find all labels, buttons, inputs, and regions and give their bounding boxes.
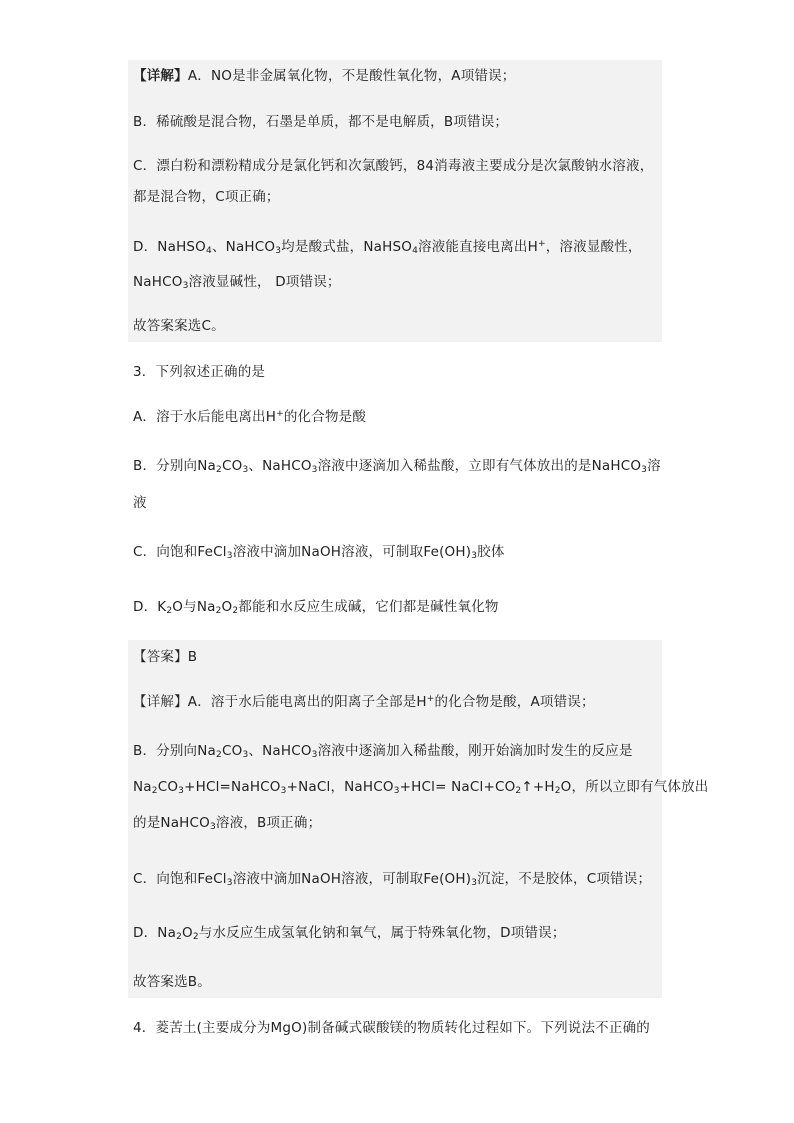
detail2-a: 【详解】A．溶于水后能电离出的阳离子全部是H+的化合物是酸，A项错误；	[133, 694, 595, 710]
detail2-d: D．$Na_2O_2$与水反应生成氢氧化钠和氧气，属于特殊氧化物，D项错误；	[133, 925, 566, 942]
detail2-c: C．向饱和FeCl$_3$溶液中滴加NaOH溶液，可制取$Fe(OH)_3$沉淀，不是胶体，C项错误；	[133, 871, 652, 888]
detail-d-2: NaHCO$_3$溶液显碱性， D项错误；	[133, 274, 341, 291]
detail-a: 【详解】A．NO是非金属氧化物，不是酸性氧化物，A项错误；	[133, 68, 516, 84]
detail-label: 【详解】	[133, 68, 188, 84]
answer-label: 【答案】B	[133, 649, 198, 665]
question-3-option-c: C．向饱和FeCl$_3$溶液中滴加NaOH溶液，可制取$Fe(OH)_3$胶体	[133, 544, 505, 561]
question-4-stem: 4．菱苦土(主要成分为MgO)制备碱式碳酸镁的物质转化过程如下。下列说法不正确的	[133, 1020, 650, 1036]
detail2-b-1: B．分别向$Na_2CO_3$、NaHCO$_3$溶液中逐滴加入稀盐酸，刚开始滴加时发生的反应是	[133, 743, 633, 760]
detail-c-1: C．漂白粉和漂粉精成分是氯化钙和次氯酸钙，84消毒液主要成分是次氯酸钠水溶液，	[133, 158, 654, 174]
question-3-stem: 3．下列叙述正确的是	[133, 364, 266, 380]
question-3-option-b-wrap: 液	[133, 495, 147, 511]
question-3-option-a: A．溶于水后能电离出H+的化合物是酸	[133, 409, 367, 425]
detail-b: B．稀硫酸是混合物，石墨是单质，都不是电解质，B项错误；	[133, 114, 509, 130]
detail2-b-2: $Na_2CO_3+HCl=NaHCO_3+NaCl$，NaHCO$_3$+HCl= $NaCl+CO_2↑+H_2O$，所以立即有气体放出	[133, 779, 709, 796]
question-3-option-b: B．分别向$Na_2CO_3$、NaHCO$_3$溶液中逐滴加入稀盐酸，立即有气体放出的是NaHCO$_3$溶	[133, 458, 661, 475]
question-3-option-d: D．$K_2O$与$Na_2O_2$都能和水反应生成碱，它们都是碱性氧化物	[133, 599, 499, 616]
detail2-b-3: 的是NaHCO$_3$溶液，B项正确；	[133, 815, 322, 832]
answer-conclusion-2: 故答案选B。	[133, 974, 211, 990]
detail-c-2: 都是混合物，C项正确；	[133, 189, 280, 205]
detail-d-1: D．NaHSO$_4$、NaHCO$_3$均是酸式盐，NaHSO$_4$溶液能直接电离出H+，溶液显酸性，	[133, 239, 642, 256]
answer-conclusion-1: 故答案案选C。	[133, 318, 225, 334]
